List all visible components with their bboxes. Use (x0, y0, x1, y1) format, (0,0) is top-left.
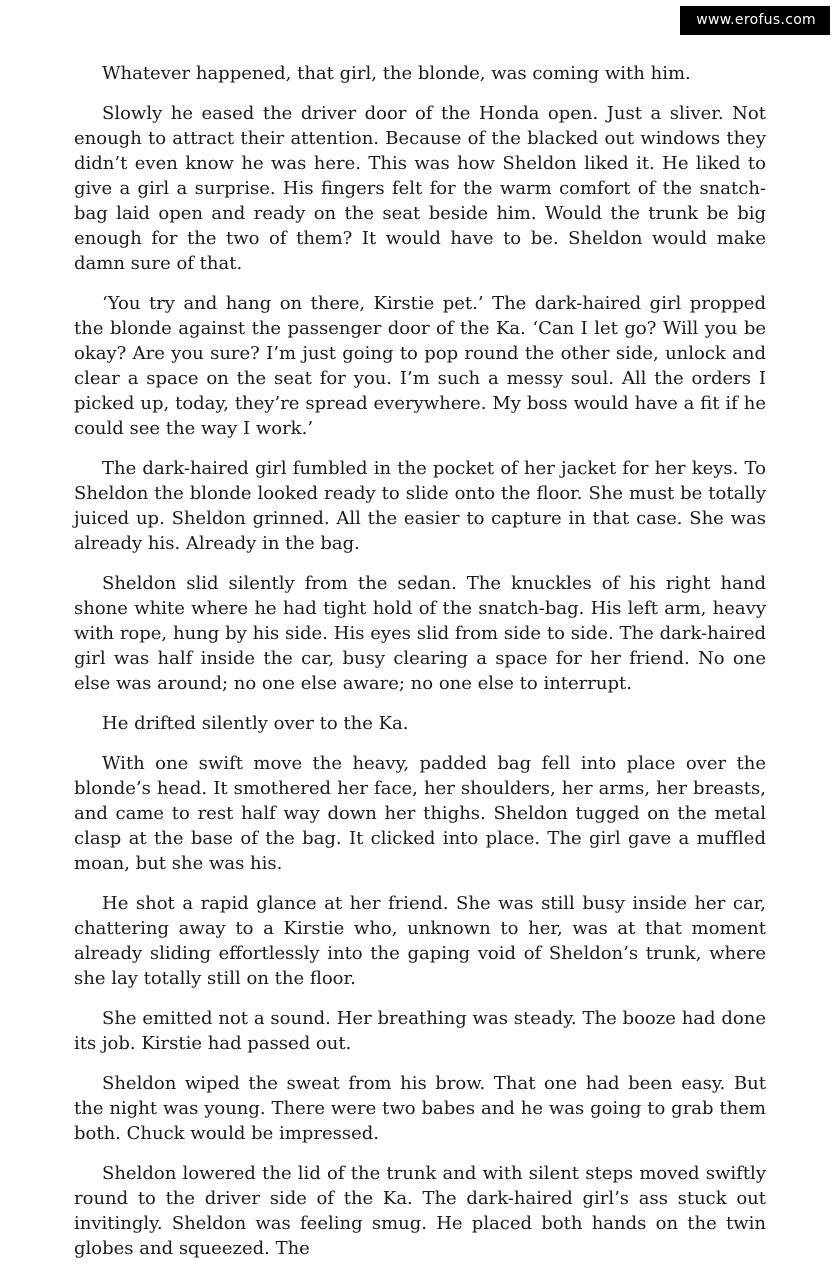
paragraph: He shot a rapid glance at her friend. She was still busy inside her car, chattering away to a Kirstie who, unknown to her, was at that moment already sliding effortlessly into the gaping void of Sheldon’s trunk, where she lay totally still on the floor. (74, 893, 766, 989)
paragraph: Whatever happened, that girl, the blonde, was coming with him. (102, 63, 691, 84)
paragraph: He drifted silently over to the Ka. (102, 713, 409, 734)
paragraph: Sheldon slid silently from the sedan. The knuckles of his right hand shone white where he had tight hold of the snatch-bag. His left arm, heavy with rope, hung by his side. His eyes slid from side to side. The dark-haired girl was half inside the car, busy clearing a space for her friend. No one else was around; no one else aware; no one else to interrupt. (74, 573, 766, 694)
paragraph: The dark-haired girl fumbled in the pocket of her jacket for her keys. To Sheldon the blonde looked ready to slide onto the floor. She must be totally juiced up. Sheldon grinned. All the easier to capture in that case. She was already his. Already in the bag. (74, 458, 766, 554)
book-page (74, 61, 766, 1276)
paragraph: ‘You try and hang on there, Kirstie pet.’ The dark-haired girl propped the blonde against the passenger door of the Ka. ‘Can I let go? Will you be okay? Are you sure? I’m just going to pop round the other side, unlock and clear a space on the seat for you. I’m such a messy soul. All the orders I picked up, today, they’re spread everywhere. My boss would have a fit if he could see the way I work.’ (74, 293, 766, 439)
site-watermark: www.erofus.com (680, 6, 830, 35)
paragraph: She emitted not a sound. Her breathing was steady. The booze had done its job. Kirstie had passed out. (74, 1008, 766, 1054)
paragraph: Slowly he eased the driver door of the Honda open. Just a sliver. Not enough to attract their attention. Because of the blacked out windows they didn’t even know he was here. This was how Sheldon liked it. He liked to give a girl a surprise. His fingers felt for the warm comfort of the snatch-bag laid open and ready on the seat beside him. Would the trunk be big enough for the two of them? It would have to be. Sheldon would make damn sure of that. (74, 103, 766, 274)
paragraph-last: Sheldon lowered the lid of the trunk and with silent steps moved swiftly round to the driver side of the Ka. The dark-haired girl’s ass stuck out invitingly. Sheldon was feeling smug. He placed both hands on the twin globes and squeezed. The (74, 1163, 766, 1259)
paragraph: Sheldon wiped the sweat from his brow. That one had been easy. But the night was young. There were two babes and he was going to grab them both. Chuck would be impressed. (74, 1073, 766, 1144)
paragraph: With one swift move the heavy, padded bag fell into place over the blonde’s head. It smothered her face, her shoulders, her arms, her breasts, and came to rest half way down her thighs. Sheldon tugged on the metal clasp at the base of the bag. It clicked into place. The girl gave a muffled moan, but she was his. (74, 753, 766, 874)
